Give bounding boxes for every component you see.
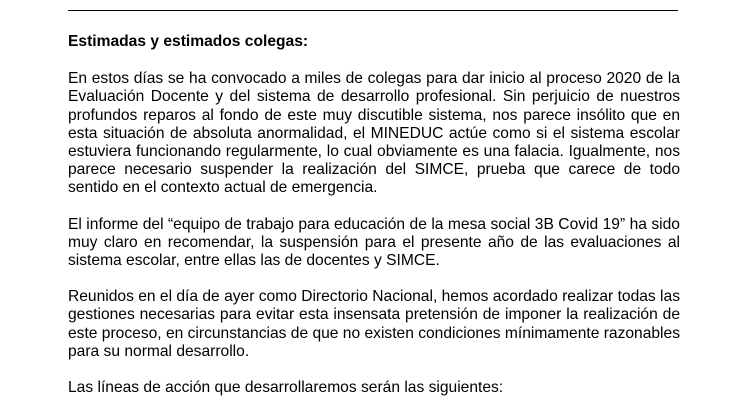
top-divider-line — [68, 10, 678, 11]
paragraph-national-board: Reunidos en el día de ayer como Directorio Nacional, hemos acordado realizar todas las gestiones necesarias para evitar esta insensata pretensión de imponer la realización de este proceso, en circunstancias de que no existen condiciones mínimamente razonables para su normal desarrollo. — [68, 288, 680, 360]
letter-greeting: Estimadas y estimados colegas: — [68, 33, 309, 50]
letter-body — [68, 33, 680, 415]
paragraph-evaluation-process: En estos días se ha convocado a miles de colegas para dar inicio al proceso 2020 de la Evaluación Docente y del sistema de desarrollo profesional. Sin perjuicio de nuestros profundos reparos al fondo de este muy discutible sistema, nos parece insólito que en esta situación de absoluta anormalidad, el MINEDUC actúe como si el sistema escolar estuviera funcionando regularmente, lo cual obviamente es una falacia. Igualmente, nos parece necesario suspender la realización del SIMCE, prueba que carece de todo sentido en el contexto actual de emergencia. — [68, 70, 680, 197]
paragraph-covid-report: El informe del “equipo de trabajo para educación de la mesa social 3B Covid 19” ha sido muy claro en recomendar, la suspensión para el presente año de las evaluaciones al sistema escolar, entre ellas las de docentes y SIMCE. — [68, 215, 680, 270]
paragraph-action-lines: Las líneas de acción que desarrollaremos serán las siguientes: — [68, 379, 504, 397]
